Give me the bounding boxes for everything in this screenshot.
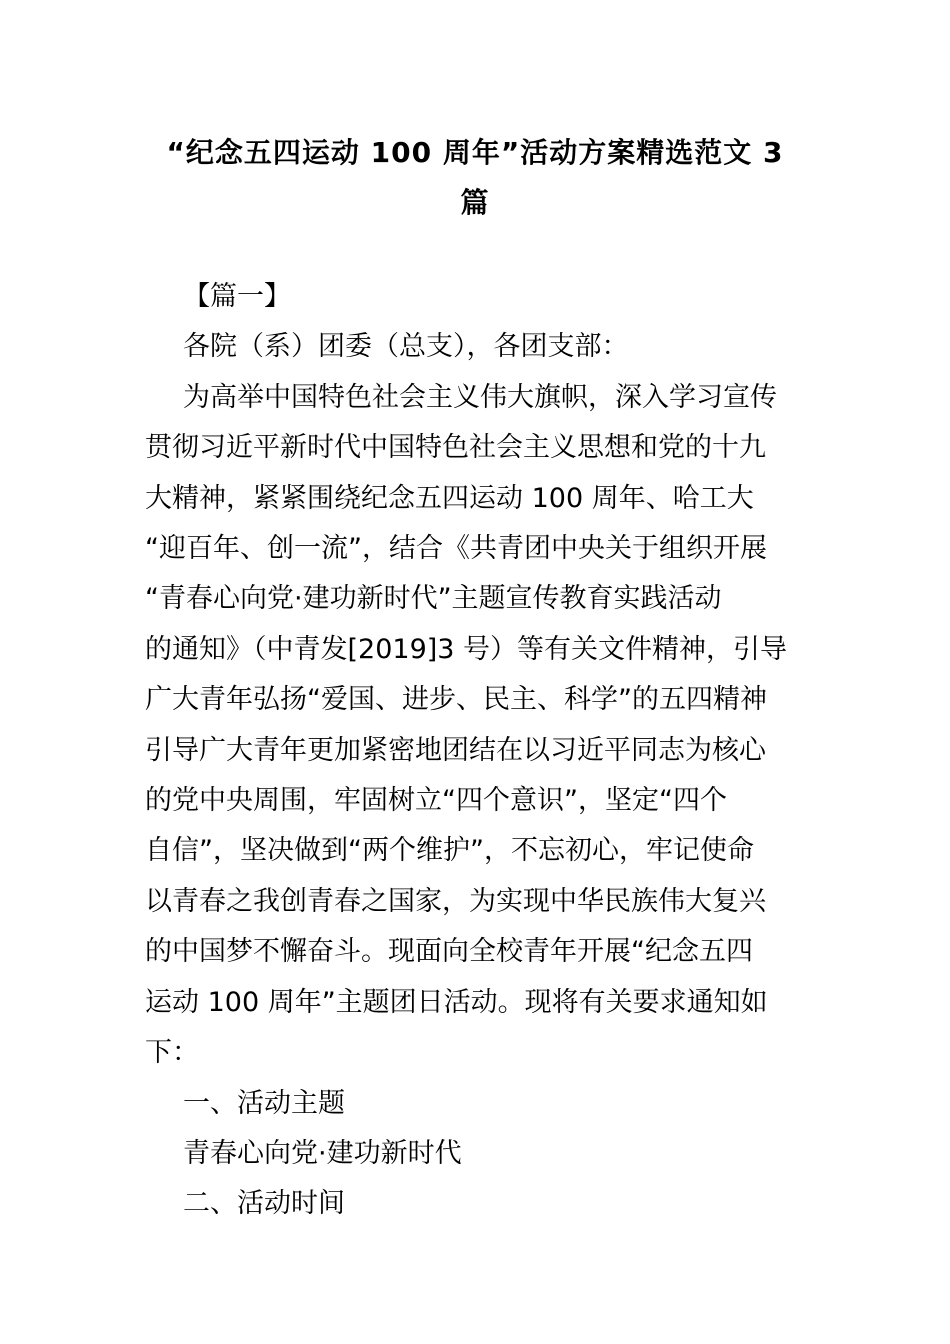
paragraph-line: 贯彻习近平新时代中国特色社会主义思想和党的十九 <box>145 432 766 464</box>
paragraph-line: 为高举中国特色社会主义伟大旗帜，深入学习宣传 <box>183 381 777 413</box>
salutation: 各院（系）团委（总支），各团支部： <box>183 331 629 363</box>
paragraph-line: 的党中央周围，牢固树立“四个意识”，坚定“四个 <box>145 785 727 817</box>
intro-paragraph <box>145 373 817 1079</box>
paragraph-line: 自信”，坚决做到“两个维护”，不忘初心，牢记使命 <box>145 835 754 867</box>
paragraph-line: 的中国梦不懈奋斗。现面向全校青年开展“纪念五四 <box>145 936 753 968</box>
paragraph-line: 以青春之我创青春之国家，为实现中华民族伟大复兴 <box>145 885 766 917</box>
document-body <box>145 272 817 1230</box>
section-heading: 【篇一】 <box>183 281 291 312</box>
document-title <box>140 128 810 228</box>
paragraph-line: 下： <box>145 1037 199 1069</box>
item1-heading: 一、活动主题 <box>183 1087 345 1119</box>
item1-content: 青春心向党·建功新时代 <box>183 1137 462 1169</box>
item2-heading: 二、活动时间 <box>183 1188 345 1220</box>
title-line-2: 篇 <box>460 186 490 219</box>
paragraph-line: 引导广大青年更加紧密地团结在以习近平同志为核心 <box>145 734 766 766</box>
paragraph-line: 的通知》（中青发[2019]3 号）等有关文件精神，引导 <box>145 633 788 665</box>
paragraph-line: 广大青年弘扬“爱国、进步、民主、科学”的五四精神 <box>145 684 767 716</box>
paragraph-line: “迎百年、创一流”，结合《共青团中央关于组织开展 <box>145 533 767 565</box>
paragraph-line: “青春心向党·建功新时代”主题宣传教育实践活动 <box>145 583 722 615</box>
title-line-1: “纪念五四运动 100 周年”活动方案精选范文 3 <box>166 136 784 169</box>
paragraph-line: 大精神，紧紧围绕纪念五四运动 100 周年、哈工大 <box>145 482 754 514</box>
paragraph-line: 运动 100 周年”主题团日活动。现将有关要求通知如 <box>145 986 768 1018</box>
